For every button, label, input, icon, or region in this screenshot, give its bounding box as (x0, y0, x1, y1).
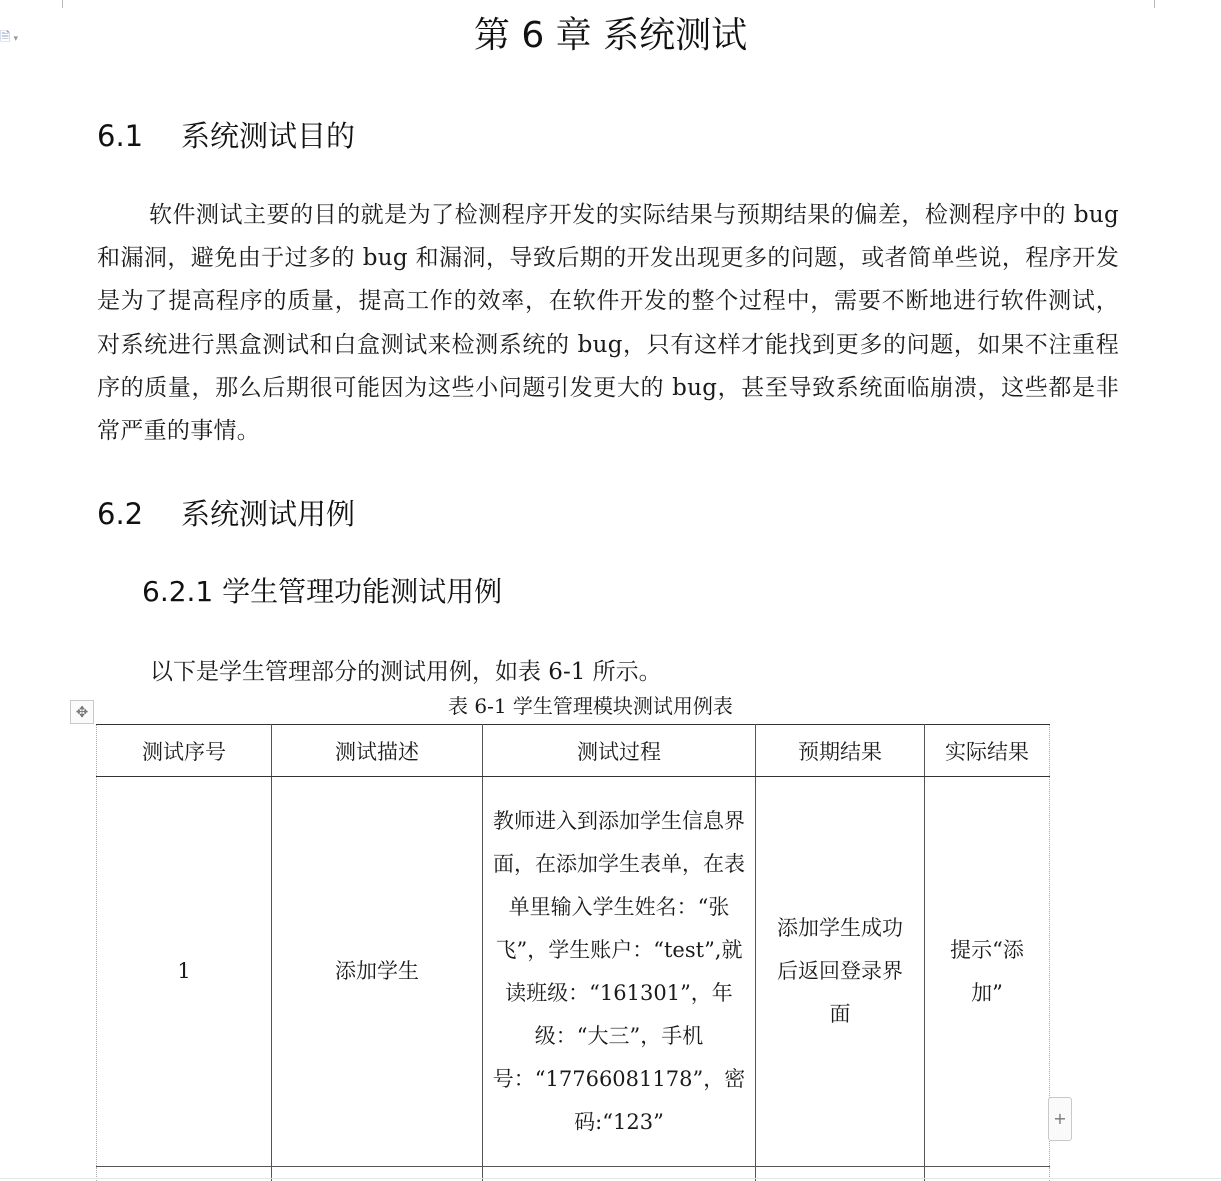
chevron-down-icon: ▾ (13, 34, 18, 44)
test-case-table (96, 724, 1050, 1181)
section-heading-6-2 (97, 494, 355, 534)
section-title: 系统测试用例 (181, 497, 356, 531)
move-icon[interactable]: ✥ (70, 700, 94, 724)
table-caption: 表 6-1 学生管理模块测试用例表 (448, 694, 733, 718)
cell-actual-result: 提示“添加” (925, 777, 1050, 1167)
plus-icon[interactable]: + (1048, 1097, 1072, 1141)
page-corner-mark-left (62, 0, 63, 8)
page-corner-mark-right (1154, 0, 1155, 8)
table-header-row (97, 725, 1050, 777)
subsection-heading: 6.2.1 学生管理功能测试用例 (142, 575, 503, 608)
section-heading-6-1 (97, 116, 355, 156)
cell-test-process: 教师进入到添加学生信息界面，在添加学生表单，在表单里输入学生姓名：“张飞”，学生账户：“test”,就读班级：“161301”，年级：“大三”，手机号：“17766081178”，密码:“123” (483, 777, 756, 1167)
intro-paragraph: 以下是学生管理部分的测试用例，如表 6-1 所示。 (150, 659, 662, 685)
header-actual-result: 实际结果 (925, 725, 1050, 777)
header-test-description: 测试描述 (272, 725, 483, 777)
chapter-title: 第 6 章 系统测试 (473, 15, 748, 56)
header-test-id: 测试序号 (97, 725, 272, 777)
header-expected-result: 预期结果 (756, 725, 925, 777)
cell-expected-result: 添加学生成功后返回登录界面 (756, 777, 925, 1167)
section-title: 系统测试目的 (181, 119, 356, 153)
page-bottom-divider (0, 1178, 1221, 1179)
body-paragraph: 软件测试主要的目的就是为了检测程序开发的实际结果与预期结果的偏差，检测程序中的 bug 和漏洞，避免由于过多的 bug 和漏洞，导致后期的开发出现更多的问题，或者简单些说，程序开发是为了提高程序的质量，提高工作的效率，在软件开发的整个过程中，需要不断地进行软件测试，对系统进行黑盒测试和白盒测试来检测系统的 bug，只有这样才能找到更多的问题，如果不注重程序的质量，那么后期很可能因为这些小问题引发更大的 bug，甚至导致系统面临崩溃，这些都是非常严重的事情。 (97, 202, 1119, 445)
table-row (97, 777, 1050, 1167)
section-number: 6.2 (97, 497, 144, 531)
document-icon[interactable]: 🗎 ▾ (0, 30, 18, 45)
cell-test-description: 添加学生 (272, 777, 483, 1167)
cell-test-id: 1 (97, 777, 272, 1167)
section-number: 6.1 (97, 119, 144, 153)
header-test-process: 测试过程 (483, 725, 756, 777)
